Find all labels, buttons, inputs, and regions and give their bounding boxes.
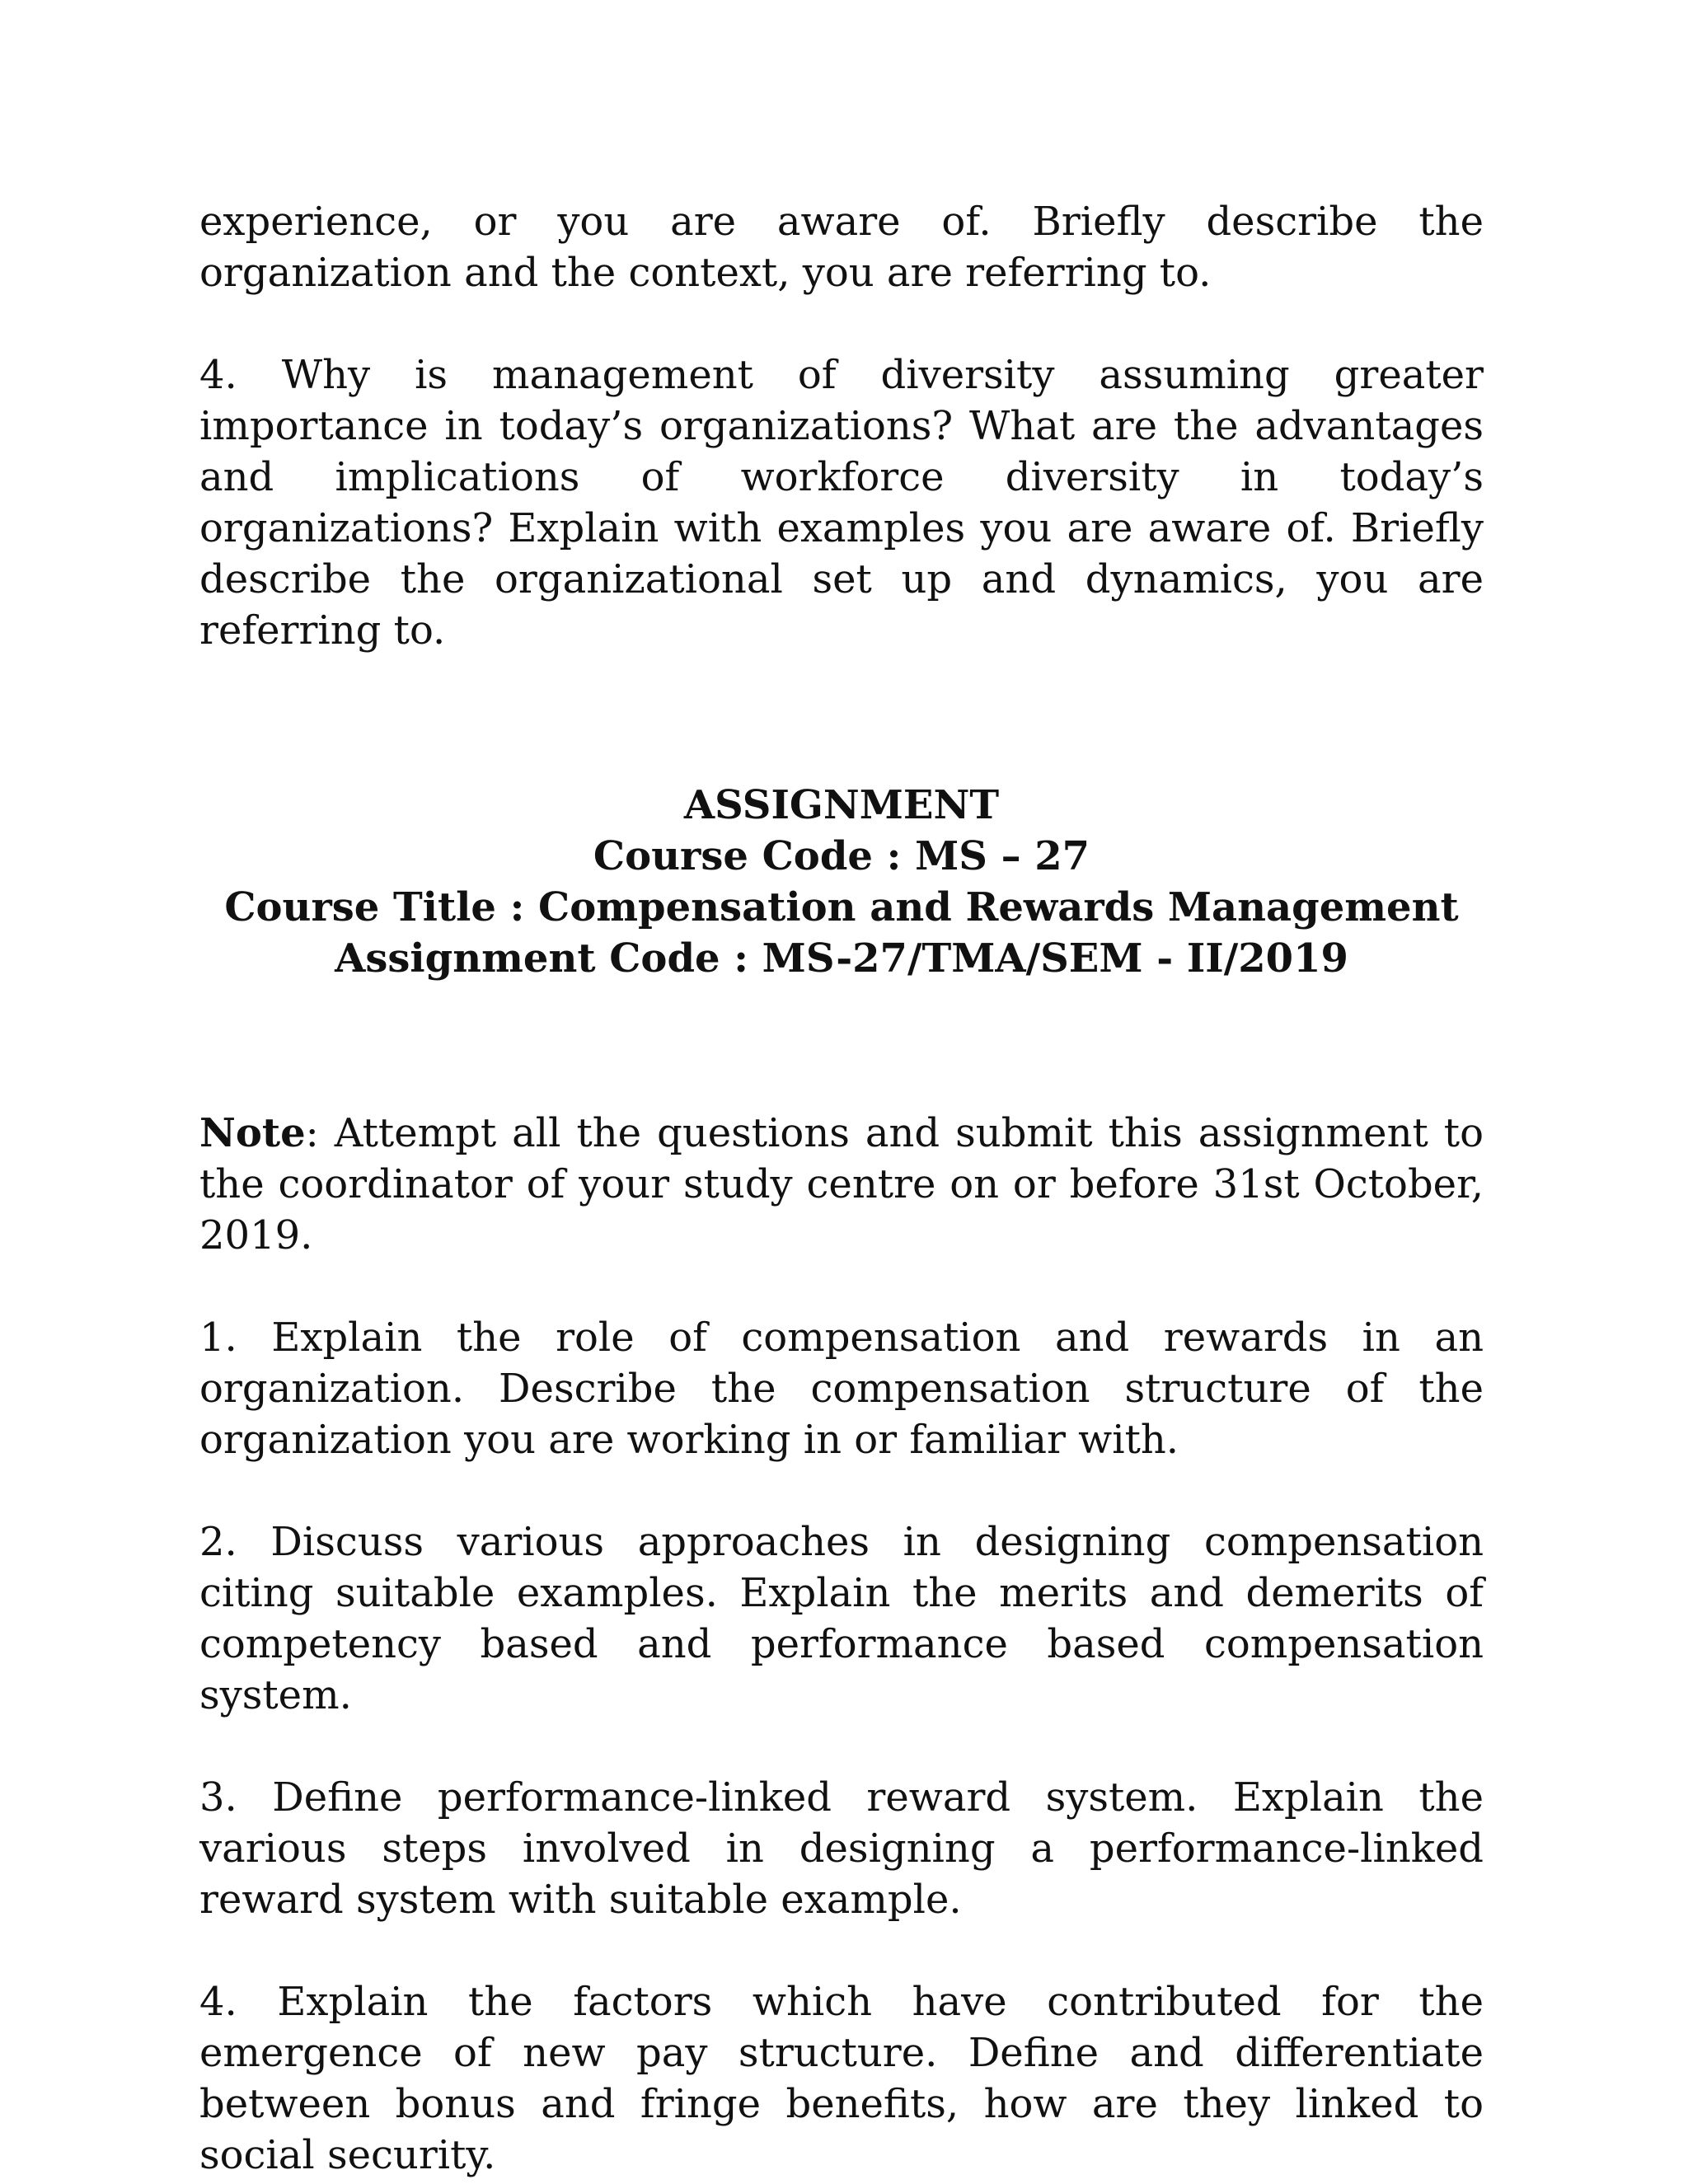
question-1: 1. Explain the role of compensation and rewards in an organization. Describe the compensation structure of the organization you are working in or familiar with. [199,1315,1484,1463]
question-3: 3. Define performance-linked reward system. Explain the various steps involved in designing a performance-linked reward system with suitable example. [199,1774,1484,1923]
question-4: 4. Explain the factors which have contributed for the emergence of new pay structure. Define and differentiate between bonus and fringe benefits, how are they linked to social security. [199,1979,1484,2178]
assignment-code: Assignment Code : MS-27/TMA/SEM - II/2019 [335,935,1348,982]
assignment-heading: ASSIGNMENT [683,782,1000,828]
previous-question-tail: experience, or you are aware of. Briefly describe the organization and the context, you are referring to. [199,199,1484,296]
course-code: Course Code : MS – 27 [593,833,1090,879]
note-text: : Attempt all the questions and submit this assignment to the coordinator of your study centre on or before 31st October, 2019. [199,1110,1484,1258]
note-label: Note [199,1110,306,1156]
assignment-header [199,780,1484,984]
question-2: 2. Discuss various approaches in designing compensation citing suitable examples. Explain the merits and demerits of competency based and performance based compensation system. [199,1519,1484,1718]
course-title: Course Title : Compensation and Rewards Management [224,884,1459,930]
note-paragraph [199,1108,1484,1261]
document-page [199,196,1484,2181]
previous-question-4: 4. Why is management of diversity assuming greater importance in today’s organizations? What are the advantages and implications of workforce diversity in today’s organizations? Explain with examples you are aware of. Briefly describe the organizational set up and dynamics, you are referring to. [199,352,1484,654]
